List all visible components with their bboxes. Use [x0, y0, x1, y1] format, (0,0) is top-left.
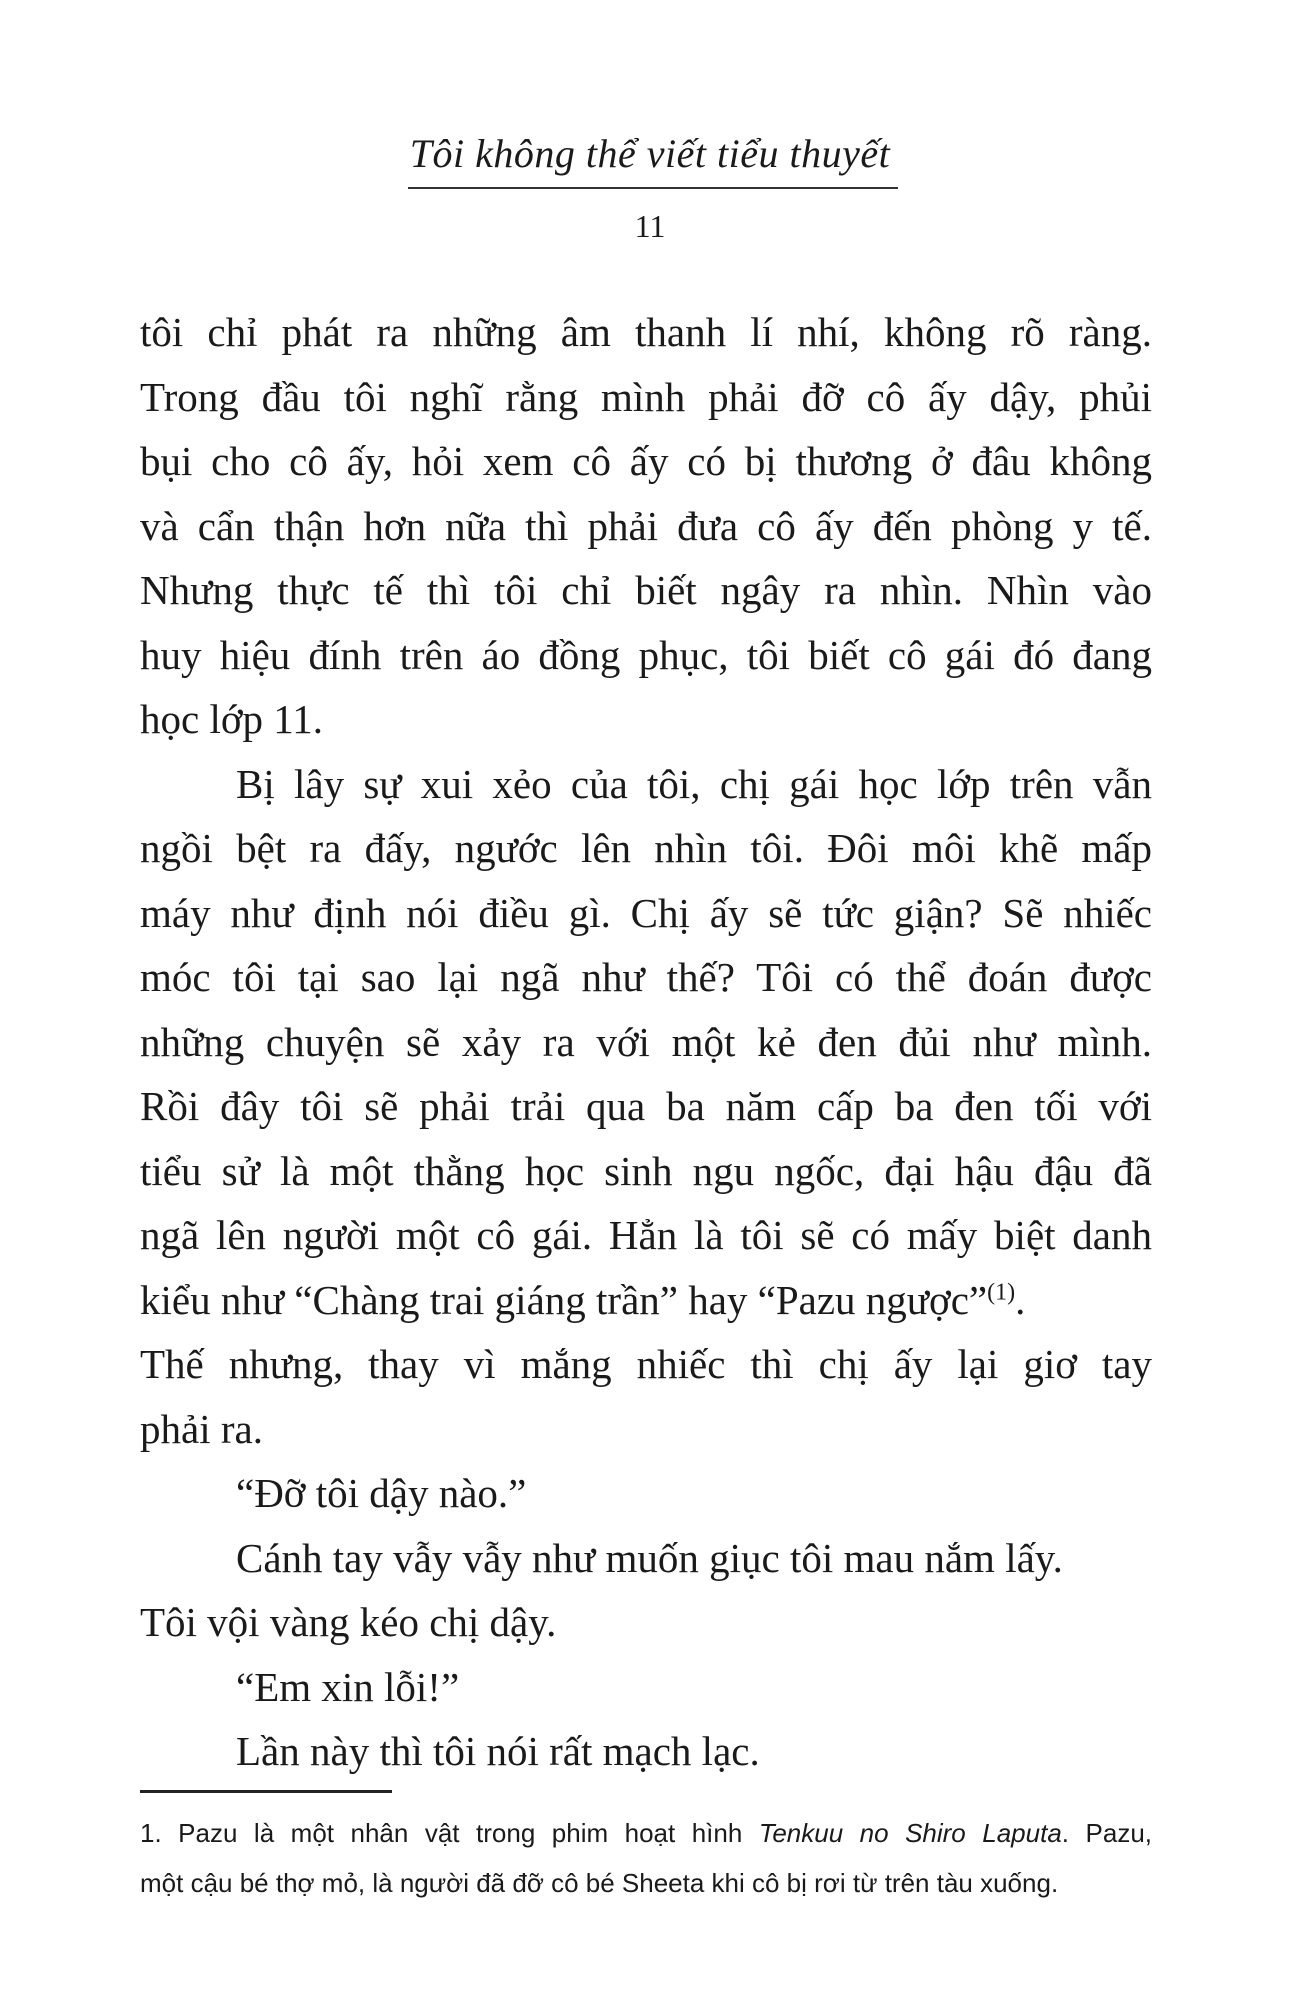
body-text: [140, 300, 1152, 1784]
footnote-text: 1. Pazu là một nhân vật trong phim hoạt hình: [140, 1818, 759, 1848]
text-line: ngồi bệt ra đấy, ngước lên nhìn tôi. Đôi môi khẽ mấp: [140, 825, 1152, 871]
text-line-tail: .: [1015, 1276, 1026, 1323]
footnote-text: . Pazu,: [1061, 1818, 1153, 1848]
text-line: Cánh tay vẫy vẫy như muốn giục tôi mau nắm lấy.: [236, 1534, 1063, 1581]
text-line-content: kiểu như “Chàng trai giáng trần” hay “Pazu ngược”: [140, 1276, 988, 1323]
text-line: tiểu sử là một thằng học sinh ngu ngốc, đại hậu đậu đã: [140, 1147, 1152, 1194]
footnote: [140, 1808, 1152, 1908]
header-underline: [408, 187, 898, 189]
text-line: Trong đầu tôi nghĩ rằng mình phải đỡ cô ấy dậy, phủi: [140, 373, 1152, 420]
text-line: phải ra.: [140, 1405, 263, 1452]
text-line: ngã lên người một cô gái. Hẳn là tôi sẽ có mấy biệt danh: [140, 1212, 1152, 1258]
text-line: Lần này thì tôi nói rất mạch lạc.: [236, 1728, 760, 1774]
text-line: tôi chỉ phát ra những âm thanh lí nhí, không rõ ràng.: [140, 309, 1152, 355]
footnote-line: [140, 1808, 1152, 1858]
text-line: Thế nhưng, thay vì mắng nhiếc thì chị ấy lại giơ tay: [140, 1341, 1152, 1387]
text-line: Tôi vội vàng kéo chị dậy.: [140, 1599, 557, 1645]
text-line: “Em xin lỗi!”: [236, 1663, 460, 1710]
text-line: móc tôi tại sao lại ngã như thế? Tôi có thể đoán được: [140, 954, 1152, 1000]
footnote-separator: [140, 1790, 392, 1793]
text-line: Bị lây sự xui xẻo của tôi, chị gái học lớp trên vẫn: [236, 760, 1152, 807]
footnote-film-title: Tenkuu no Shiro Laputa: [758, 1818, 1062, 1848]
text-line-with-note: [140, 1268, 1152, 1333]
text-line: Rồi đây tôi sẽ phải trải qua ba năm cấp ba đen tối với: [140, 1083, 1152, 1129]
text-line: những chuyện sẽ xảy ra với một kẻ đen đủi như mình.: [140, 1018, 1152, 1065]
text-line: “Đỡ tôi dậy nào.”: [236, 1470, 527, 1516]
footnote-marker: (1): [987, 1278, 1016, 1305]
text-line: Nhưng thực tế thì tôi chỉ biết ngây ra nhìn. Nhìn vào: [140, 567, 1152, 613]
text-line: và cẩn thận hơn nữa thì phải đưa cô ấy đến phòng y tế.: [140, 502, 1152, 549]
running-header-title: Tôi không thể viết tiểu thuyết: [409, 131, 891, 176]
footnote-line: một cậu bé thợ mỏ, là người đã đỡ cô bé Sheeta khi cô bị rơi từ trên tàu xuống.: [140, 1868, 1059, 1898]
page-number: 11: [634, 208, 666, 244]
text-line: huy hiệu đính trên áo đồng phục, tôi biết cô gái đó đang: [140, 631, 1152, 678]
text-line: học lớp 11.: [140, 696, 323, 742]
text-line: máy như định nói điều gì. Chị ấy sẽ tức giận? Sẽ nhiếc: [140, 889, 1152, 936]
text-line: bụi cho cô ấy, hỏi xem cô ấy có bị thương ở đâu không: [140, 438, 1152, 484]
